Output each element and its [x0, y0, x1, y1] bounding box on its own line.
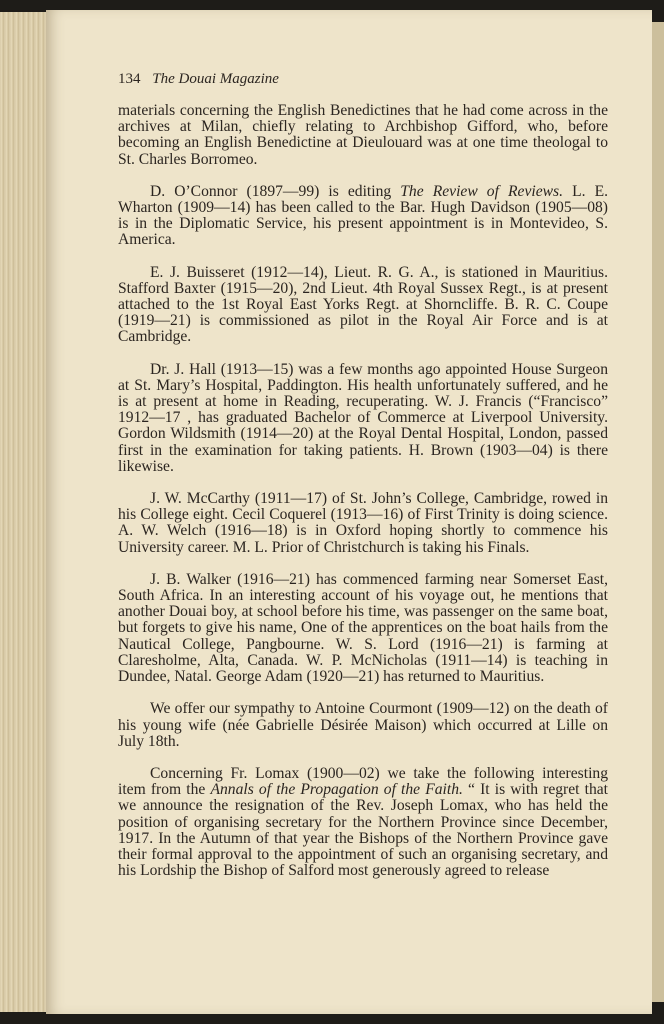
text-segment: materials concerning the English Benedictines that he had come across in the archives at Milan, chiefly relating to Archbishop Gifford, who, before becoming an English Benedictine at Dieulouard was at one time theologal to St. Charles Borromeo.: [118, 102, 608, 168]
paragraph-2: [118, 184, 608, 249]
paragraph-7: [118, 701, 608, 750]
text-segment: J. B. Walker (1916—21) has commenced farming near Somerset East, South Africa. In an interesting account of his voyage out, he mentions that another Douai boy, at school before his time, was passenger on the same boat, but forgets to give his name, One of the apprentices on the boat hails from the Nautical College, Pangbourne. W. S. Lord (1916—21) is farming at Claresholme, Alta, Canada. W. P. McNicholas (1911—14) is teaching in Dundee, Natal. George Adam (1920—21) has returned to Mauritius.: [118, 570, 608, 686]
paragraph-4: [118, 362, 608, 475]
book-page-edges: [0, 12, 52, 1012]
paragraph-6: [118, 572, 608, 685]
page-number: 134: [118, 71, 141, 87]
text-segment: D. O’Connor (1897—99) is editing: [150, 182, 401, 200]
text-segment: J. W. McCarthy (1911—17) of St. John’s College, Cambridge, rowed in his College eight. Cecil Coquerel (1913—16) of First Trinity is doing science. A. W. Welch (1916—18) is in Oxford hoping shortly to commence his University career. M. L. Prior of Christchurch is taking his Finals.: [118, 490, 608, 556]
italic-title: Annals of the Propagation of the Faith.: [210, 781, 463, 799]
text-segment: L. E. Wharton (1909—14) has been called to the Bar. Hugh Davidson (1905—08) is in the Diplomatic Service, his present appointment is in Montevideo, S. America.: [118, 182, 608, 249]
magazine-title: The Douai Magazine: [152, 71, 279, 87]
text-segment: “ It is with regret that we announce the resignation of the Rev. Joseph Lomax, who has held the position of organising secretary for the Northern Province since December, 1917. In the Autumn of that year the Bishops of the Northern Province gave their formal approval to the appointment of such an organising secretary, and his Lordship the Bishop of Salford most generously agreed to release: [118, 781, 609, 880]
italic-title: The Review of Reviews.: [400, 182, 563, 200]
paragraph-1: [118, 103, 608, 168]
text-segment: Concerning Fr. Lomax (1900—02) we take the following interesting item from the: [118, 764, 608, 799]
paragraph-5: [118, 491, 608, 556]
text-segment: Dr. J. Hall (1913—15) was a few months ago appointed House Surgeon at St. Mary’s Hospital, Paddington. His health unfortunately suffered, and he is at present at home in Reading, recuperating. W. J. Francis (“Francisco” 1912—17 , has graduated Bachelor of Commerce at Liverpool University. Gordon Wildsmith (1914—20) at the Royal Dental Hospital, London, passed first in the examination for taking patients. H. Brown (1903—04) is there likewise.: [118, 360, 608, 475]
facing-page-edge: [652, 22, 664, 1002]
text-segment: E. J. Buisseret (1912—14), Lieut. R. G. A., is stationed in Mauritius. Stafford Baxter (1915—20), 2nd Lieut. 4th Royal Sussex Regt., is at present attached to the 1st Royal East Yorks Regt. at Shorncliffe. B. R. C. Coupe (1919—21) is commissioned as pilot in the Royal Air Force and is at Cambridge.: [118, 263, 608, 346]
paragraph-3: [118, 265, 608, 346]
running-head: [118, 71, 279, 88]
body-text: [118, 103, 608, 879]
paragraph-8: [118, 766, 608, 879]
text-segment: We offer our sympathy to Antoine Courmont (1909—12) on the death of his young wife (née Gabrielle Désirée Maison) which occurred at Lille on July 18th.: [118, 700, 608, 750]
